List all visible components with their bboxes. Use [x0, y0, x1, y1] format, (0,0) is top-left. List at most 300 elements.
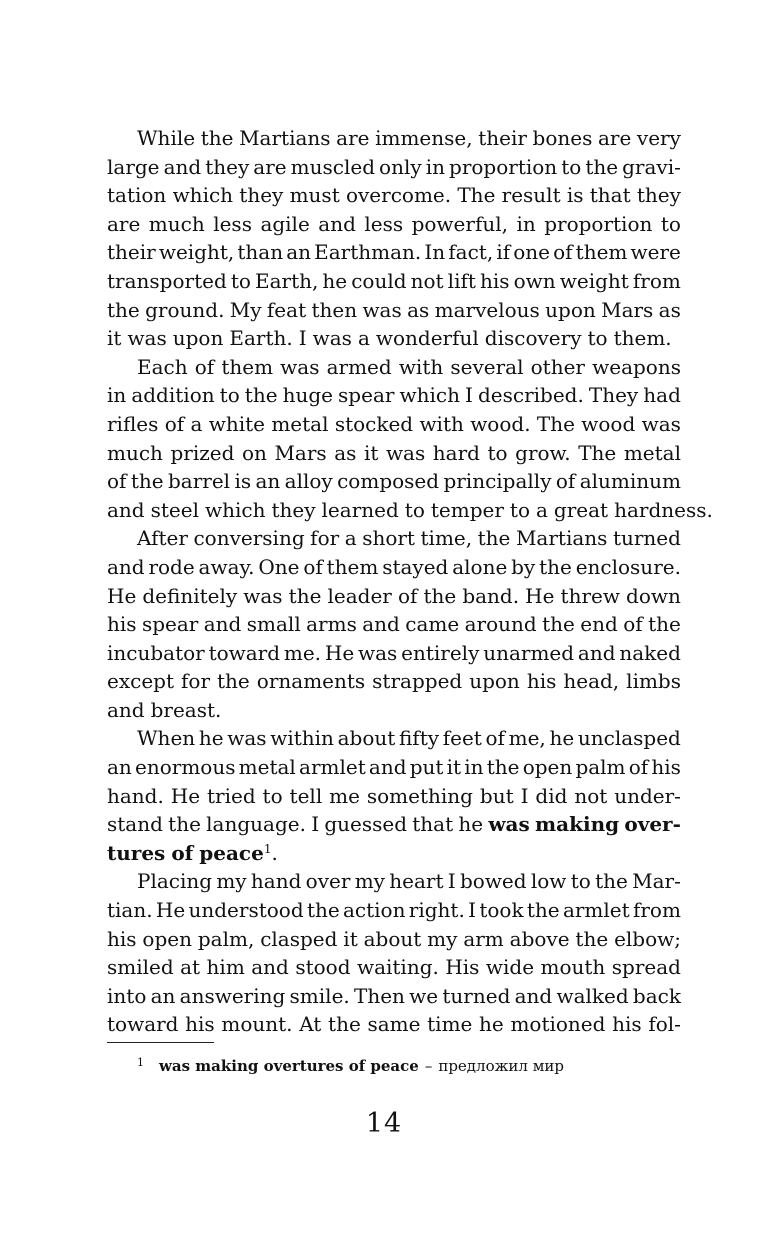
word: [107, 467, 126, 496]
text-run: away.: [198, 554, 255, 579]
text-run: he: [479, 1012, 504, 1037]
word: [107, 896, 153, 925]
word: [614, 782, 681, 811]
text-line: [107, 410, 681, 439]
text-line: [107, 753, 681, 782]
text-run: composed: [337, 469, 440, 494]
text-run: stand: [107, 812, 163, 837]
word: [280, 353, 319, 382]
word: [574, 782, 607, 811]
word: [271, 496, 315, 525]
word: [612, 953, 681, 982]
word: [242, 439, 267, 468]
text-run: a: [535, 497, 548, 522]
text-run: an: [107, 755, 132, 780]
text-run: He: [170, 783, 201, 808]
text-run: the: [526, 898, 560, 923]
word: [257, 667, 365, 696]
word: [107, 324, 121, 353]
text-run: wood.: [470, 411, 531, 436]
text-run: at: [180, 955, 201, 980]
text-run: .: [271, 840, 278, 865]
text-run: the: [244, 383, 278, 408]
word: [409, 982, 438, 1011]
bold-text: making: [535, 812, 620, 837]
text-run: was: [385, 440, 426, 465]
text-run: I: [298, 326, 307, 351]
word: [325, 639, 354, 668]
word: [193, 524, 304, 553]
word: [364, 925, 422, 954]
word: [185, 1010, 215, 1039]
text-run: to: [509, 497, 530, 522]
word: [535, 782, 567, 811]
text-run: that: [589, 183, 631, 208]
text-run: which: [399, 383, 460, 408]
text-run: time,: [420, 526, 473, 551]
word: [535, 810, 619, 839]
word: [536, 496, 548, 525]
word: [553, 238, 572, 267]
text-run: by: [511, 554, 536, 579]
word: [515, 982, 553, 1011]
bold-text: peace: [199, 840, 264, 865]
text-run: from: [632, 898, 681, 923]
text-run: feet: [442, 726, 482, 751]
text-line: [107, 982, 681, 1011]
word: [290, 982, 350, 1011]
text-line: [107, 439, 681, 468]
text-run: Earth,: [254, 268, 319, 293]
text-run: guessed: [324, 812, 408, 837]
page-number: 14: [365, 1108, 403, 1139]
word: [221, 353, 273, 382]
word: [571, 867, 591, 896]
word: [142, 610, 198, 639]
text-run: After: [137, 526, 188, 551]
text-run: the: [168, 812, 201, 837]
text-run: but: [479, 783, 514, 808]
word: [286, 238, 311, 267]
word: [285, 467, 333, 496]
text-run: Earthman.: [314, 240, 422, 265]
word: [496, 238, 510, 267]
word: [409, 896, 465, 925]
text-run: of: [397, 583, 418, 608]
word: [260, 210, 309, 239]
text-run: stocked: [334, 411, 414, 436]
text-run: are: [336, 126, 370, 150]
footnote-ref: 1: [263, 841, 272, 856]
word: [405, 496, 425, 525]
text-line: [107, 153, 681, 182]
word: [485, 324, 582, 353]
text-run: spear: [141, 612, 199, 637]
text-run: with: [398, 354, 444, 379]
text-run: discovery: [484, 326, 582, 351]
word: [449, 153, 557, 182]
word: [283, 381, 333, 410]
word: [209, 410, 265, 439]
word: [465, 381, 473, 410]
word: [431, 496, 504, 525]
text-run: one: [513, 240, 550, 265]
word: [328, 582, 392, 611]
text-run: in: [464, 755, 484, 780]
word: [510, 925, 570, 954]
text-run: prized: [170, 440, 235, 465]
text-run: much: [107, 440, 163, 465]
text-run: which: [172, 183, 234, 208]
word: [107, 410, 158, 439]
text-run: which: [204, 497, 266, 522]
word: [107, 496, 145, 525]
word: [480, 782, 514, 811]
word: [578, 639, 616, 668]
text-run: could: [351, 268, 407, 293]
word: [170, 439, 234, 468]
word: [107, 267, 227, 296]
word: [221, 1010, 292, 1039]
word: [267, 296, 306, 325]
word: [364, 439, 378, 468]
text-run: and: [163, 154, 202, 179]
text-run: steel: [150, 497, 199, 522]
text-run: spear: [338, 383, 395, 408]
word: [469, 667, 520, 696]
word: [322, 496, 399, 525]
word: [107, 553, 145, 582]
text-run: open: [142, 926, 192, 951]
text-line: [107, 724, 681, 753]
word: [137, 124, 195, 153]
text-run: in: [425, 154, 445, 179]
word: [651, 753, 681, 782]
text-run: agile: [260, 211, 310, 236]
text-run: were: [630, 240, 681, 265]
text-run: described.: [477, 383, 584, 408]
text-run: took: [479, 898, 524, 923]
text-run: to: [262, 783, 283, 808]
text-run: they: [636, 183, 681, 208]
word: [595, 867, 628, 896]
word: [180, 953, 200, 982]
word: [576, 238, 628, 267]
text-run: bones: [532, 126, 593, 150]
text-run: Martians: [515, 526, 608, 551]
text-run: naked: [619, 640, 681, 665]
text-run: the: [539, 554, 572, 579]
word: [148, 553, 194, 582]
word: [165, 410, 184, 439]
text-run: was: [641, 411, 681, 436]
word: [516, 210, 535, 239]
word: [173, 324, 224, 353]
word: [580, 610, 618, 639]
text-run: metal: [238, 755, 296, 780]
word: [334, 439, 356, 468]
text-run: short: [362, 526, 415, 551]
word: [358, 324, 370, 353]
word: [486, 953, 534, 982]
text-run: to: [404, 497, 425, 522]
word: [351, 267, 406, 296]
text-run: huge: [282, 383, 333, 408]
word: [195, 353, 214, 382]
word: [131, 381, 214, 410]
text-run: came: [405, 612, 460, 637]
text-run: Mar-: [632, 869, 681, 894]
word: [463, 925, 503, 954]
word: [322, 267, 347, 296]
text-line: [107, 1010, 681, 1039]
word: [509, 724, 546, 753]
text-run: enormous: [135, 755, 236, 780]
text-run: hand.: [107, 783, 164, 808]
text-line: [107, 238, 681, 267]
text-run: waiting.: [356, 955, 439, 980]
text-line: [107, 181, 681, 210]
text-run: tell: [289, 783, 323, 808]
text-run: tried: [206, 783, 256, 808]
word: [598, 124, 631, 153]
word: [251, 953, 289, 982]
word: [358, 639, 397, 668]
word: [465, 610, 537, 639]
word: [335, 410, 413, 439]
word: [168, 467, 230, 496]
word: [369, 753, 407, 782]
word: [311, 296, 357, 325]
text-line: [107, 267, 681, 296]
word: [107, 667, 174, 696]
text-run: addition: [131, 383, 215, 408]
word: [199, 553, 255, 582]
text-run: ground.: [145, 297, 225, 322]
text-run: One: [258, 554, 300, 579]
word: [314, 238, 421, 267]
text-run: the: [130, 469, 164, 494]
text-run: low: [530, 869, 567, 894]
text-run: are: [107, 211, 141, 236]
word: [624, 439, 681, 468]
text-run: we: [409, 983, 439, 1008]
text-run: ornaments: [256, 669, 366, 694]
word: [626, 667, 681, 696]
text-run: it: [107, 326, 122, 351]
text-run: an: [255, 469, 281, 494]
word: [362, 296, 401, 325]
word: [561, 582, 620, 611]
text-run: the: [217, 669, 250, 694]
text-run: about: [337, 726, 396, 751]
text-run: other: [530, 354, 585, 379]
text-run: was: [127, 326, 167, 351]
word: [541, 953, 606, 982]
word: [229, 324, 292, 353]
text-run: must: [289, 183, 340, 208]
word: [542, 610, 575, 639]
body-text: [107, 124, 713, 1039]
word: [239, 181, 283, 210]
text-run: time: [427, 1012, 473, 1037]
text-run: fact,: [448, 240, 494, 265]
text-run: bowed: [459, 869, 527, 894]
bold-text: of: [171, 840, 194, 865]
word: [464, 753, 483, 782]
text-run: hard: [432, 440, 480, 465]
word: [510, 1010, 605, 1039]
word: [346, 181, 451, 210]
text-run: wide: [485, 955, 535, 980]
text-run: is: [234, 469, 252, 494]
word: [199, 839, 278, 868]
text-run: as: [334, 440, 357, 465]
text-run: into: [107, 983, 147, 1008]
word: [554, 496, 608, 525]
word: [516, 524, 607, 553]
word: [173, 181, 233, 210]
word: [382, 553, 448, 582]
word: [127, 324, 166, 353]
text-run: rifles: [107, 411, 159, 436]
text-run: he: [322, 268, 348, 293]
word: [411, 267, 444, 296]
word: [159, 238, 234, 267]
word: [623, 610, 642, 639]
text-run: weight: [559, 268, 629, 293]
text-run: then: [311, 297, 358, 322]
text-run: of: [303, 554, 323, 579]
text-run: the: [585, 154, 619, 179]
text-run: something: [366, 783, 473, 808]
text-run: an: [150, 983, 176, 1008]
footnote: [107, 1052, 681, 1077]
text-line: [107, 696, 681, 725]
word: [648, 610, 681, 639]
word: [204, 610, 242, 639]
text-run: stood: [295, 955, 351, 980]
word: [337, 467, 439, 496]
text-run: over: [305, 869, 351, 894]
word: [633, 982, 681, 1011]
word: [407, 296, 429, 325]
text-run: marvelous: [434, 297, 540, 322]
bold-text: over-: [624, 812, 681, 837]
word: [243, 582, 282, 611]
text-run: and: [368, 755, 407, 780]
text-run: He: [324, 640, 355, 665]
text-run: several: [450, 354, 524, 379]
word: [329, 782, 360, 811]
word: [488, 439, 508, 468]
word: [514, 267, 556, 296]
word: [107, 639, 205, 668]
text-run: fifty: [398, 726, 440, 751]
word: [354, 982, 405, 1011]
text-run: was: [227, 726, 267, 751]
word: [588, 324, 608, 353]
word: [181, 667, 210, 696]
text-run: his: [526, 669, 557, 694]
text-run: understood: [188, 898, 304, 923]
text-line: [107, 639, 681, 668]
text-run: answering: [179, 983, 286, 1008]
word: [198, 925, 254, 954]
text-run: him: [206, 955, 245, 980]
text-run: for: [181, 669, 211, 694]
word: [479, 896, 523, 925]
word: [468, 896, 476, 925]
word: [585, 153, 618, 182]
word: [107, 810, 163, 839]
word: [486, 724, 505, 753]
text-run: and: [318, 211, 356, 236]
word: [107, 953, 174, 982]
text-run: me: [329, 783, 360, 808]
word: [255, 467, 280, 496]
text-run: alone: [452, 554, 508, 579]
text-run: aluminum: [579, 469, 681, 494]
text-run: the: [595, 869, 628, 894]
text-run: the: [328, 1012, 361, 1037]
text-run: right.: [408, 898, 465, 923]
word: [237, 238, 283, 267]
text-run: was: [362, 297, 402, 322]
text-run: Earth.: [229, 326, 293, 351]
word: [412, 810, 453, 839]
word: [270, 724, 334, 753]
text-run: their: [107, 240, 156, 265]
word: [258, 553, 299, 582]
text-run: an: [286, 240, 312, 265]
word: [290, 782, 323, 811]
word: [205, 496, 265, 525]
text-run: Mars: [601, 297, 654, 322]
word: [560, 267, 629, 296]
word: [253, 153, 286, 182]
word: [284, 639, 321, 668]
word: [107, 1010, 178, 1039]
word: [137, 524, 188, 553]
text-run: tation: [107, 183, 167, 208]
text-line: [107, 582, 681, 611]
text-run: his: [185, 1012, 215, 1037]
text-run: grow.: [515, 440, 571, 465]
text-run: definitely: [142, 583, 238, 608]
text-run: proportion: [544, 211, 653, 236]
word: [622, 153, 681, 182]
word: [299, 753, 366, 782]
text-run: I: [520, 783, 529, 808]
text-run: Each: [137, 354, 188, 379]
word: [448, 867, 456, 896]
word: [601, 296, 653, 325]
word: [612, 1010, 642, 1039]
text-run: palm,: [197, 926, 255, 951]
text-run: and: [362, 612, 400, 637]
text-run: he: [549, 726, 575, 751]
word: [447, 753, 461, 782]
word: [531, 867, 567, 896]
text-run: He: [525, 583, 555, 608]
text-run: he: [458, 812, 484, 837]
text-line: [107, 667, 681, 696]
text-run: unarmed: [483, 640, 575, 665]
text-run: result: [501, 183, 561, 208]
word: [107, 610, 137, 639]
word: [306, 867, 351, 896]
